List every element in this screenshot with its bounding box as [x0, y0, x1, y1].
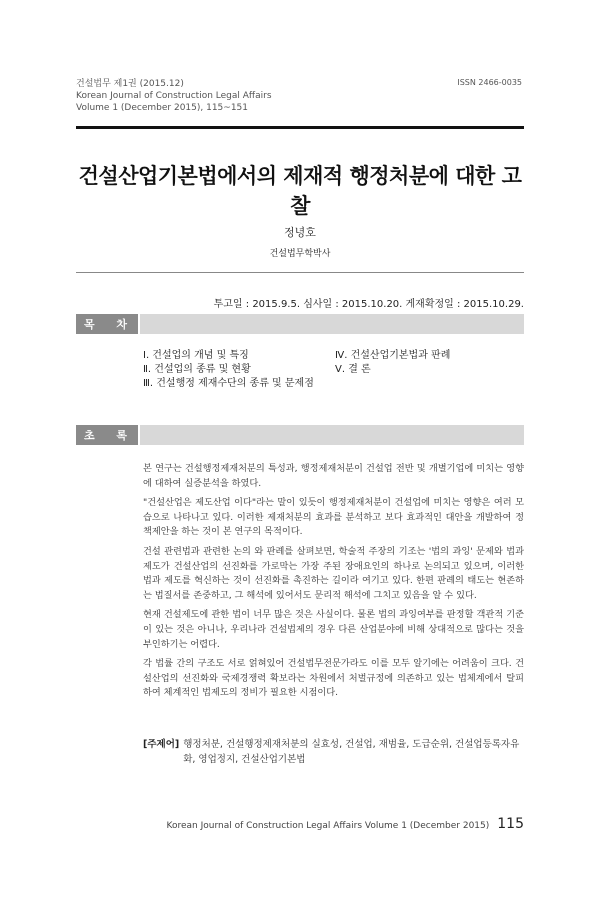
abstract-bar-fill [140, 425, 524, 445]
author-name: 정녕호 [284, 226, 316, 239]
journal-info-english: Korean Journal of Construction Legal Affairs [76, 91, 272, 101]
abstract-paragraph: 각 법률 간의 구조도 서로 얽혀있어 건설법무전문가라도 이를 모두 알기에는 어려움이 크다. 건설산업의 선진화와 국제경쟁력 확보라는 차원에서 처벌규정에 의존하고 있는 법체계에서 탈피하여 체계적인 법제도의 정비가 필요한 시점이다. [143, 658, 524, 699]
journal-info-volume: Volume 1 (December 2015), 115~151 [76, 103, 248, 113]
keywords [143, 737, 524, 767]
abstract-paragraph: 현재 건설제도에 관한 법이 너무 많은 것은 사실이다. 물론 법의 과잉여부를 판정할 객관적 기준이 있는 것은 아니나, 우리나라 건설법제의 경우 다른 산업분야에 비해 상대적으로 많다는 것을 부인하기는 어렵다. [143, 609, 524, 650]
page-number: 115 [497, 816, 524, 832]
issn: ISSN 2466-0035 [457, 78, 522, 87]
abstract-paragraph: 건설 관련법과 관련한 논의 와 판례를 살펴보면, 학술적 주장의 기조는 '법의 과잉' 문제와 법과 제도가 건설산업의 선진화를 가로막는 가장 주된 장애요인의 하나로 논의되고 있으며, 이러한 법과 제도를 혁신하는 것이 선진화를 촉진하는 길이라 여기고 있다. 한편 판례의 태도는 현존하는 법질서를 존중하고, 그 해석에 있어서도 문리적 해석에 그치고 있음을 알 수 있다. [143, 545, 524, 601]
toc-label: 목 차 [76, 314, 138, 334]
toc-section-bar [76, 314, 524, 334]
keywords-text: 행정처분, 건설행정제재처분의 실효성, 건설업, 재범율, 도급순위, 건설업등록자유화, 영업정지, 건설산업기본법 [183, 739, 520, 765]
toc-item: Ⅲ. 건설행정 제재수단의 종류 및 문제점 [143, 378, 314, 389]
paper-title: 건설산업기본법에서의 제재적 행정처분에 대한 고찰 [78, 164, 522, 218]
toc-item: Ⅰ. 건설업의 개념 및 특징 [143, 350, 249, 361]
title-rule [76, 272, 524, 273]
author-affiliation: 건설법무학박사 [269, 249, 331, 259]
journal-info [76, 78, 272, 114]
abstract-section-bar [76, 425, 524, 445]
page-footer [167, 816, 525, 832]
abstract-label: 초 록 [76, 425, 138, 445]
abstract-body [143, 462, 524, 706]
journal-info-korean: 건설법무 제1권 (2015.12) [76, 79, 184, 89]
abstract-paragraph: "건설산업은 제도산업 이다"라는 말이 있듯이 행정제재처분이 건설업에 미치는 영향은 여러 모습으로 나타나고 있다. 이러한 제재처분의 효과를 분석하고 보다 효과적인 대안을 개발하여 정책제안을 하는 것이 본 연구의 목적이다. [143, 497, 524, 538]
header-rule [76, 126, 524, 129]
submission-dates: 투고일 : 2015.9.5. 심사일 : 2015.10.20. 게재확정일 : 2015.10.29. [213, 299, 524, 310]
toc-item: Ⅱ. 건설업의 종류 및 현황 [143, 364, 251, 375]
abstract-paragraph: 본 연구는 건설행정제재처분의 특성과, 행정제재처분이 건설업 전반 및 개별기업에 미치는 영향에 대하여 실증분석을 하였다. [143, 463, 524, 489]
keywords-label: [주제어] [143, 739, 180, 750]
toc-bar-fill [140, 314, 524, 334]
footer-journal: Korean Journal of Construction Legal Affairs Volume 1 (December 2015) [166, 821, 490, 831]
toc-item: Ⅳ. 건설산업기본법과 판례 [335, 350, 451, 361]
toc-item: Ⅴ. 결 론 [335, 364, 371, 375]
